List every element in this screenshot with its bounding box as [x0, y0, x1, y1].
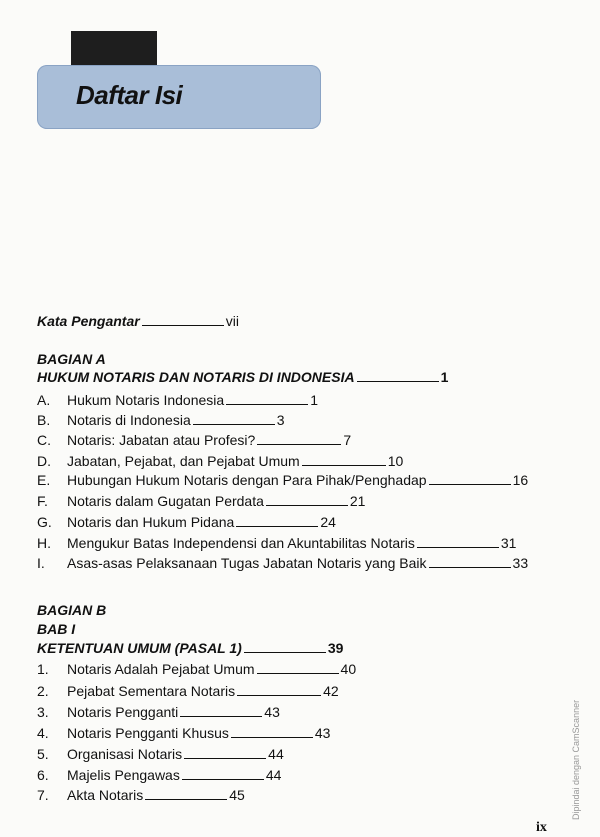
toc-item	[37, 514, 336, 530]
toc-number: A.	[37, 392, 51, 408]
toc-label: Kata Pengantar	[37, 313, 140, 329]
toc-number: D.	[37, 453, 51, 469]
toc-page: 39	[327, 640, 344, 656]
toc-label: Hubungan Hukum Notaris dengan Para Pihak/Penghadap	[67, 472, 427, 488]
toc-item	[37, 392, 318, 408]
toc-kata-pengantar	[37, 313, 239, 329]
toc-number: C.	[37, 432, 51, 448]
toc-leader	[145, 798, 227, 800]
toc-page: 1	[440, 369, 449, 385]
toc-item	[37, 683, 339, 699]
toc-label: Asas-asas Pelaksanaan Tugas Jabatan Notaris yang Baik	[67, 555, 427, 571]
toc-page: 40	[340, 661, 357, 677]
toc-bagian-b-title	[37, 640, 343, 656]
toc-label: Mengukur Batas Independensi dan Akuntabilitas Notaris	[67, 535, 415, 551]
toc-leader	[184, 757, 266, 759]
toc-item	[37, 493, 365, 509]
toc-page: 16	[512, 472, 529, 488]
toc-number: G.	[37, 514, 52, 530]
toc-leader	[429, 483, 511, 485]
toc-leader	[236, 525, 318, 527]
toc-label: Notaris Pengganti	[67, 704, 179, 720]
toc-item	[37, 787, 245, 803]
toc-number: I.	[37, 555, 45, 571]
toc-number: 4.	[37, 725, 49, 741]
toc-leader	[231, 736, 313, 738]
toc-page: 31	[500, 535, 517, 551]
toc-leader	[429, 566, 511, 568]
toc-item	[37, 704, 280, 720]
toc-number: H.	[37, 535, 51, 551]
toc-leader	[302, 464, 386, 466]
toc-number: B.	[37, 412, 51, 428]
toc-item	[37, 746, 284, 762]
toc-page: 44	[265, 767, 282, 783]
toc-number: 7.	[37, 787, 49, 803]
toc-page: 43	[314, 725, 331, 741]
toc-leader	[417, 546, 499, 548]
toc-leader	[244, 651, 326, 653]
page-number: ix	[536, 820, 547, 835]
toc-item	[37, 661, 356, 677]
toc-page: 44	[268, 746, 284, 762]
toc-bagian-a-title	[37, 369, 448, 385]
toc-number: 3.	[37, 704, 49, 720]
toc-label: Notaris Adalah Pejabat Umum	[67, 661, 255, 677]
toc-page: 43	[264, 704, 280, 720]
toc-item	[37, 453, 403, 469]
section-heading-bagian-b: BAGIAN B	[37, 602, 107, 618]
toc-leader	[257, 672, 339, 674]
toc-label: Majelis Pengawas	[67, 767, 180, 783]
toc-page: 42	[323, 683, 339, 699]
toc-number: F.	[37, 493, 48, 509]
page-title: Daftar Isi	[76, 80, 183, 110]
toc-number: 5.	[37, 746, 49, 762]
toc-label: Notaris di Indonesia	[67, 412, 191, 428]
toc-label: Jabatan, Pejabat, dan Pejabat Umum	[67, 453, 300, 469]
toc-label: Notaris Pengganti Khusus	[67, 725, 229, 741]
toc-label: Notaris dan Hukum Pidana	[67, 514, 235, 530]
toc-page: vii	[225, 313, 239, 329]
toc-page: 3	[276, 412, 285, 428]
toc-leader	[226, 403, 308, 405]
toc-leader	[142, 324, 224, 326]
toc-page: 21	[349, 493, 366, 509]
toc-label: Pejabat Sementara Notaris	[67, 683, 236, 699]
toc-number: 1.	[37, 661, 49, 677]
toc-leader	[257, 443, 341, 445]
toc-page: 24	[320, 514, 336, 530]
toc-item	[37, 432, 351, 448]
toc-item	[37, 535, 516, 551]
toc-label: Organisasi Notaris	[67, 746, 183, 762]
toc-leader	[266, 504, 348, 506]
toc-label: Hukum Notaris Indonesia	[67, 392, 225, 408]
toc-leader	[193, 423, 275, 425]
toc-number: 2.	[37, 683, 49, 699]
toc-leader	[180, 715, 262, 717]
toc-item	[37, 767, 281, 783]
toc-page: 33	[512, 555, 529, 571]
toc-item	[37, 472, 528, 488]
toc-number: E.	[37, 472, 51, 488]
toc-leader	[237, 694, 321, 696]
toc-number: 6.	[37, 767, 49, 783]
toc-page: 10	[387, 453, 404, 469]
toc-item	[37, 725, 330, 741]
toc-page: 45	[229, 787, 245, 803]
toc-page: 7	[343, 432, 352, 448]
toc-label: KETENTUAN UMUM (PASAL 1)	[37, 640, 242, 656]
toc-label: Notaris: Jabatan atau Profesi?	[67, 432, 256, 448]
section-heading-bagian-a: BAGIAN A	[37, 351, 106, 367]
toc-item	[37, 412, 285, 428]
scanner-watermark: Dipindai dengan CamScanner	[571, 699, 581, 820]
toc-item	[37, 555, 528, 571]
section-heading-bab: BAB I	[37, 621, 76, 637]
toc-label: Akta Notaris	[67, 787, 144, 803]
toc-label: HUKUM NOTARIS DAN NOTARIS DI INDONESIA	[37, 369, 355, 385]
toc-page: 1	[310, 392, 318, 408]
toc-leader	[357, 380, 439, 382]
toc-label: Notaris dalam Gugatan Perdata	[67, 493, 264, 509]
toc-leader	[182, 778, 264, 780]
